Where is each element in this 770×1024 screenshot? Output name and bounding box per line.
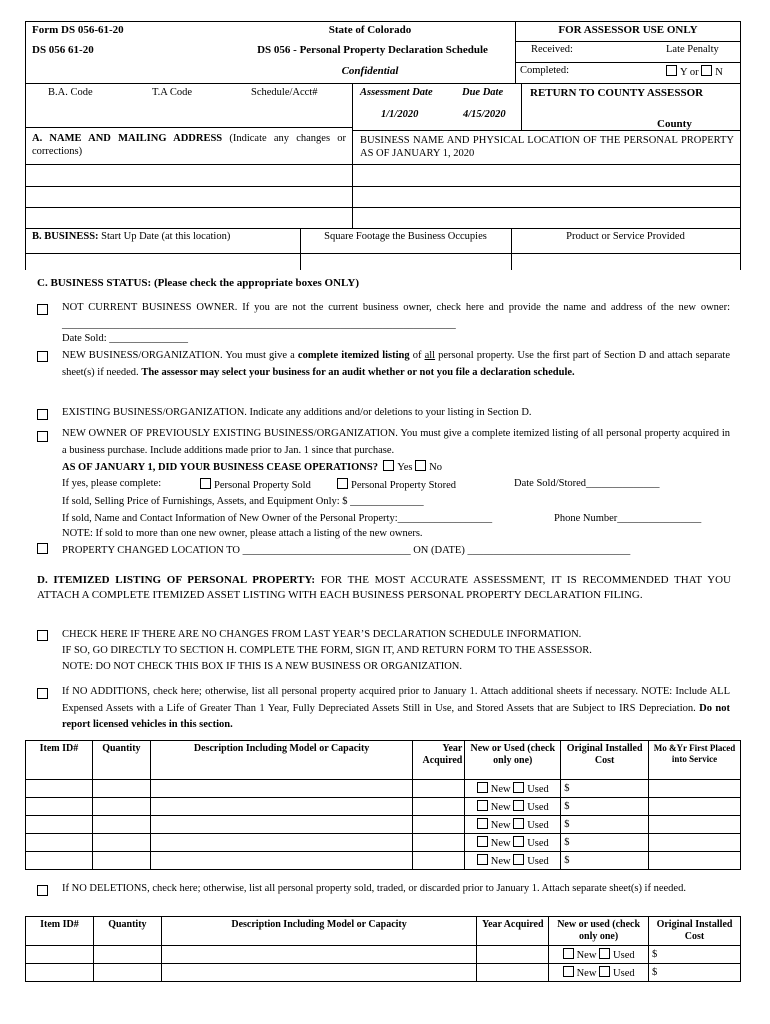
cease-no-checkbox[interactable] xyxy=(415,460,426,471)
item-id-cell[interactable] xyxy=(26,852,93,870)
cost-cell[interactable] xyxy=(561,852,649,870)
cost-cell[interactable] xyxy=(561,816,649,834)
item-id-cell[interactable] xyxy=(26,816,93,834)
quantity-cell[interactable] xyxy=(92,852,150,870)
cost-cell[interactable] xyxy=(649,964,741,982)
new-checkbox[interactable] xyxy=(477,800,488,811)
service-date-cell[interactable] xyxy=(649,780,741,798)
new-used-cell xyxy=(465,798,561,816)
due-date-value: 4/15/2020 xyxy=(463,109,506,120)
confidential-label: Confidential xyxy=(341,65,399,77)
new-label: New xyxy=(490,838,511,849)
table-row xyxy=(26,798,741,816)
business-location-line-1[interactable] xyxy=(356,167,736,184)
no-additions-text xyxy=(62,684,730,734)
assessment-date-value: 1/1/2020 xyxy=(381,109,419,120)
cost-cell[interactable] xyxy=(561,780,649,798)
item-id-cell[interactable] xyxy=(26,946,94,964)
additions-header-row xyxy=(26,741,741,780)
no-vehicles-note: Do not report licensed vehicles in this section. xyxy=(62,702,730,730)
business-location-line-3[interactable] xyxy=(356,209,736,226)
quantity-cell[interactable] xyxy=(92,816,150,834)
pp-sold-label: Personal Property Sold xyxy=(214,480,311,491)
no-label: N xyxy=(715,67,723,78)
new-owner-checkbox[interactable] xyxy=(37,431,48,442)
new-label: New xyxy=(490,802,511,813)
schedule-acct-label: Schedule/Acct# xyxy=(251,87,318,98)
no-deletions-text: If NO DELETIONS, check here; otherwise, list all personal property sold, traded, or discarded prior to January 1. Attach separate sheet(s) if needed. xyxy=(62,883,686,894)
year-cell[interactable] xyxy=(413,834,465,852)
year-cell[interactable] xyxy=(413,816,465,834)
no-deletions-checkbox[interactable] xyxy=(37,885,48,896)
section-d-heading xyxy=(37,573,731,603)
table-row xyxy=(26,834,741,852)
section-a-title: A. NAME AND MAILING ADDRESS xyxy=(32,133,223,144)
service-date-cell[interactable] xyxy=(649,852,741,870)
dollar-sign: $ xyxy=(564,783,570,794)
new-used-cell xyxy=(549,946,649,964)
new-checkbox[interactable] xyxy=(563,966,574,977)
late-penalty-label: Late Penalty xyxy=(666,44,719,55)
year-cell[interactable] xyxy=(413,798,465,816)
pp-sold-option xyxy=(200,478,311,491)
new-checkbox[interactable] xyxy=(477,818,488,829)
new-business-all: all xyxy=(424,350,436,361)
location-changed-checkbox[interactable] xyxy=(37,543,48,554)
deletions-header-row xyxy=(26,917,741,946)
service-date-cell[interactable] xyxy=(649,834,741,852)
if-yes-label: If yes, please complete: xyxy=(62,478,162,489)
new-label: New xyxy=(576,968,597,979)
due-date-label: Due Date xyxy=(462,87,504,98)
selling-price-label: If sold, Selling Price of Furnishings, Assets, and Equipment Only: $ ______________ xyxy=(62,496,424,507)
county-label: County xyxy=(657,118,692,130)
new-checkbox[interactable] xyxy=(477,836,488,847)
new-business-text xyxy=(62,348,730,381)
start-up-date-field[interactable] xyxy=(28,254,296,269)
no-changes-checkbox[interactable] xyxy=(37,630,48,641)
dollar-sign: $ xyxy=(564,837,570,848)
description-cell[interactable] xyxy=(150,852,413,870)
pp-stored-option xyxy=(337,478,456,491)
used-checkbox[interactable] xyxy=(513,782,524,793)
table-row xyxy=(26,780,741,798)
business-startup-label xyxy=(32,231,230,242)
quantity-cell[interactable] xyxy=(92,834,150,852)
dollar-sign: $ xyxy=(564,819,570,830)
business-location-line-2[interactable] xyxy=(356,188,736,205)
cease-yes-label: Yes xyxy=(397,462,413,473)
pp-stored-label: Personal Property Stored xyxy=(351,480,456,491)
state-label: State of Colorado xyxy=(328,24,412,36)
return-to-label: RETURN TO COUNTY ASSESSOR xyxy=(530,87,704,99)
cost-cell[interactable] xyxy=(649,946,741,964)
used-checkbox[interactable] xyxy=(513,800,524,811)
new-business-bold: complete itemized listing xyxy=(297,350,410,361)
cease-no-label: No xyxy=(429,462,442,473)
description-cell[interactable] xyxy=(150,798,413,816)
quantity-cell[interactable] xyxy=(93,964,161,982)
phone-number-label: Phone Number________________ xyxy=(554,513,702,524)
col-original-cost: Original Installed Cost xyxy=(561,741,649,780)
year-cell[interactable] xyxy=(477,964,549,982)
section-c-title: C. BUSINESS STATUS: (Please check the appropriate boxes ONLY) xyxy=(37,277,359,289)
new-checkbox[interactable] xyxy=(477,854,488,865)
existing-business-text: EXISTING BUSINESS/ORGANIZATION. Indicate any additions and/or deletions to your listing in Section D. xyxy=(62,407,532,418)
section-a-right-heading: BUSINESS NAME AND PHYSICAL LOCATION OF THE PERSONAL PROPERTY AS OF JANUARY 1, 2020 xyxy=(360,135,734,159)
ba-code-label: B.A. Code xyxy=(48,87,93,98)
new-business-text-1: NEW BUSINESS/ORGANIZATION. You must give a xyxy=(62,350,298,361)
description-cell[interactable] xyxy=(150,816,413,834)
new-used-cell xyxy=(465,852,561,870)
start-up-date-label: Start Up Date (at this location) xyxy=(98,231,231,242)
new-label: New xyxy=(490,820,511,831)
item-id-cell[interactable] xyxy=(26,780,93,798)
quantity-cell[interactable] xyxy=(92,780,150,798)
used-label: Used xyxy=(527,838,549,849)
description-cell[interactable] xyxy=(161,964,476,982)
year-cell[interactable] xyxy=(477,946,549,964)
dollar-sign: $ xyxy=(652,949,658,960)
table-row xyxy=(26,946,741,964)
used-label: Used xyxy=(527,820,549,831)
cease-operations-question xyxy=(62,460,442,473)
cost-cell[interactable] xyxy=(561,834,649,852)
col-quantity: Quantity xyxy=(92,741,150,780)
ta-code-label: T.A Code xyxy=(152,87,193,98)
used-label: Used xyxy=(527,784,549,795)
year-cell[interactable] xyxy=(413,852,465,870)
received-label: Received: xyxy=(531,44,573,55)
cease-question-text: AS OF JANUARY 1, DID YOUR BUSINESS CEASE OPERATIONS? xyxy=(62,462,378,473)
new-business-text-2: of xyxy=(409,350,425,361)
used-checkbox[interactable] xyxy=(513,818,524,829)
new-business-text-3: personal property. Use the first part of Section D and attach separate sheet(s) if needed. xyxy=(62,350,730,378)
pp-stored-checkbox[interactable] xyxy=(337,478,348,489)
col-new-or-used: New or used (check only one) xyxy=(549,917,649,946)
quantity-cell[interactable] xyxy=(92,798,150,816)
used-checkbox[interactable] xyxy=(599,948,610,959)
multiple-owners-note: NOTE: If sold to more than one new owner, please attach a listing of the new owners. xyxy=(62,528,423,539)
no-changes-line-3: NOTE: DO NOT CHECK THIS BOX IF THIS IS A NEW BUSINESS OR ORGANIZATION. xyxy=(62,661,462,672)
used-label: Used xyxy=(613,950,635,961)
new-used-cell xyxy=(465,834,561,852)
dollar-sign: $ xyxy=(564,855,570,866)
new-checkbox[interactable] xyxy=(563,948,574,959)
new-checkbox[interactable] xyxy=(477,782,488,793)
col-year-acquired: Year Acquired xyxy=(477,917,549,946)
new-label: New xyxy=(576,950,597,961)
new-used-cell xyxy=(549,964,649,982)
assessment-date-label: Assessment Date xyxy=(360,87,433,98)
description-cell[interactable] xyxy=(150,834,413,852)
col-description: Description Including Model or Capacity xyxy=(161,917,476,946)
no-changes-text xyxy=(62,627,592,675)
col-first-placed: Mo &Yr First Placed into Service xyxy=(649,741,741,780)
no-changes-line-2: IF SO, GO DIRECTLY TO SECTION H. COMPLETE THE FORM, SIGN IT, AND RETURN FORM TO THE ASSESSOR. xyxy=(62,645,592,656)
product-service-label: Product or Service Provided xyxy=(566,231,685,242)
used-checkbox[interactable] xyxy=(513,836,524,847)
service-date-cell[interactable] xyxy=(649,798,741,816)
mailing-address-line-1[interactable] xyxy=(28,167,348,184)
new-business-checkbox[interactable] xyxy=(37,351,48,362)
used-label: Used xyxy=(613,968,635,979)
completed-label: Completed: xyxy=(520,65,569,76)
not-current-owner-text: NOT CURRENT BUSINESS OWNER. If you are not the current business owner, check here and provide the name and address of the new owner: ___________________________________________________________________________ xyxy=(62,302,730,330)
section-a-left-heading xyxy=(32,132,346,158)
used-checkbox[interactable] xyxy=(599,966,610,977)
col-description: Description Including Model or Capacity xyxy=(150,741,413,780)
square-footage-label: Square Footage the Business Occupies xyxy=(324,231,487,242)
form-title: DS 056 - Personal Property Declaration Schedule xyxy=(257,44,488,56)
col-original-cost: Original Installed Cost xyxy=(649,917,741,946)
new-owner-info-label: If sold, Name and Contact Information of New Owner of the Personal Property:__________________ xyxy=(62,513,493,524)
new-owner-text: NEW OWNER OF PREVIOUSLY EXISTING BUSINESS/ORGANIZATION. You must give a complete itemized listing of all personal property acquired in a business purchase. Include additions made prior to Jan. 1 since that purchase. xyxy=(62,428,730,456)
quantity-cell[interactable] xyxy=(93,946,161,964)
form-number: Form DS 056-61-20 xyxy=(32,24,124,36)
date-sold-stored-label: Date Sold/Stored______________ xyxy=(514,478,660,489)
col-quantity: Quantity xyxy=(93,917,161,946)
penalty-no-checkbox[interactable] xyxy=(701,65,712,76)
dollar-sign: $ xyxy=(652,967,658,978)
used-label: Used xyxy=(527,856,549,867)
square-footage-field[interactable] xyxy=(304,254,508,269)
col-new-or-used: New or Used (check only one) xyxy=(465,741,561,780)
description-cell[interactable] xyxy=(161,946,476,964)
table-row xyxy=(26,816,741,834)
table-row xyxy=(26,964,741,982)
section-d-title: D. ITEMIZED LISTING OF PERSONAL PROPERTY: xyxy=(37,574,316,586)
mailing-address-line-2[interactable] xyxy=(28,188,348,205)
pp-sold-checkbox[interactable] xyxy=(200,478,211,489)
col-item-id: Item ID# xyxy=(26,741,93,780)
cease-yes-checkbox[interactable] xyxy=(383,460,394,471)
col-item-id: Item ID# xyxy=(26,917,94,946)
no-additions-instruction: If NO ADDITIONS, check here; otherwise, list all personal property acquired prior to January 1. Attach additional sheets if necessary. NOTE: Include ALL Expensed Assets with a Life of Greater Than 1 Year, Fully Depreciated Assets Still in Use, and Stored Assets that are Subject to IRS Depreciation. xyxy=(62,686,730,714)
penalty-yes-checkbox[interactable] xyxy=(666,65,677,76)
yes-or-label: Y or xyxy=(680,67,699,78)
item-id-cell[interactable] xyxy=(26,964,94,982)
col-year-acquired: Year Acquired xyxy=(413,741,465,780)
item-id-cell[interactable] xyxy=(26,834,93,852)
used-label: Used xyxy=(527,802,549,813)
new-label: New xyxy=(490,784,511,795)
additions-table xyxy=(25,740,741,870)
deletions-table xyxy=(25,916,741,982)
late-penalty-yn xyxy=(666,65,723,78)
item-id-cell[interactable] xyxy=(26,798,93,816)
description-cell[interactable] xyxy=(150,780,413,798)
new-used-cell xyxy=(465,780,561,798)
cost-cell[interactable] xyxy=(561,798,649,816)
no-additions-checkbox[interactable] xyxy=(37,688,48,699)
table-row xyxy=(26,852,741,870)
new-business-audit-note: The assessor may select your business for an audit whether or not you file a declaration schedule. xyxy=(141,366,575,378)
section-d-recommendation: FOR THE MOST ACCURATE ASSESSMENT, IT IS RECOMMENDED THAT YOU ATTACH A COMPLETE ITEMIZED ASSET LISTING WITH EACH BUSINESS PERSONAL PROPERTY DECLARATION FILING. xyxy=(37,574,731,601)
mailing-address-line-3[interactable] xyxy=(28,209,348,226)
new-label: New xyxy=(490,856,511,867)
year-cell[interactable] xyxy=(413,780,465,798)
section-a-instruction: (Indicate any changes or corrections) xyxy=(32,133,346,157)
no-changes-line-1: CHECK HERE IF THERE ARE NO CHANGES FROM LAST YEAR’S DECLARATION SCHEDULE INFORMATION. xyxy=(62,629,582,640)
form-id: DS 056 61-20 xyxy=(32,44,94,56)
service-date-cell[interactable] xyxy=(649,816,741,834)
section-b-title: B. BUSINESS: xyxy=(32,231,99,242)
product-service-field[interactable] xyxy=(515,254,737,269)
dollar-sign: $ xyxy=(564,801,570,812)
date-sold-label: Date Sold: _______________ xyxy=(62,333,188,344)
assessor-use-label: FOR ASSESSOR USE ONLY xyxy=(558,24,698,36)
not-current-owner-checkbox[interactable] xyxy=(37,304,48,315)
location-changed-text: PROPERTY CHANGED LOCATION TO ________________________________ ON (DATE) _______________________________ xyxy=(62,545,631,556)
existing-business-checkbox[interactable] xyxy=(37,409,48,420)
used-checkbox[interactable] xyxy=(513,854,524,865)
new-used-cell xyxy=(465,816,561,834)
